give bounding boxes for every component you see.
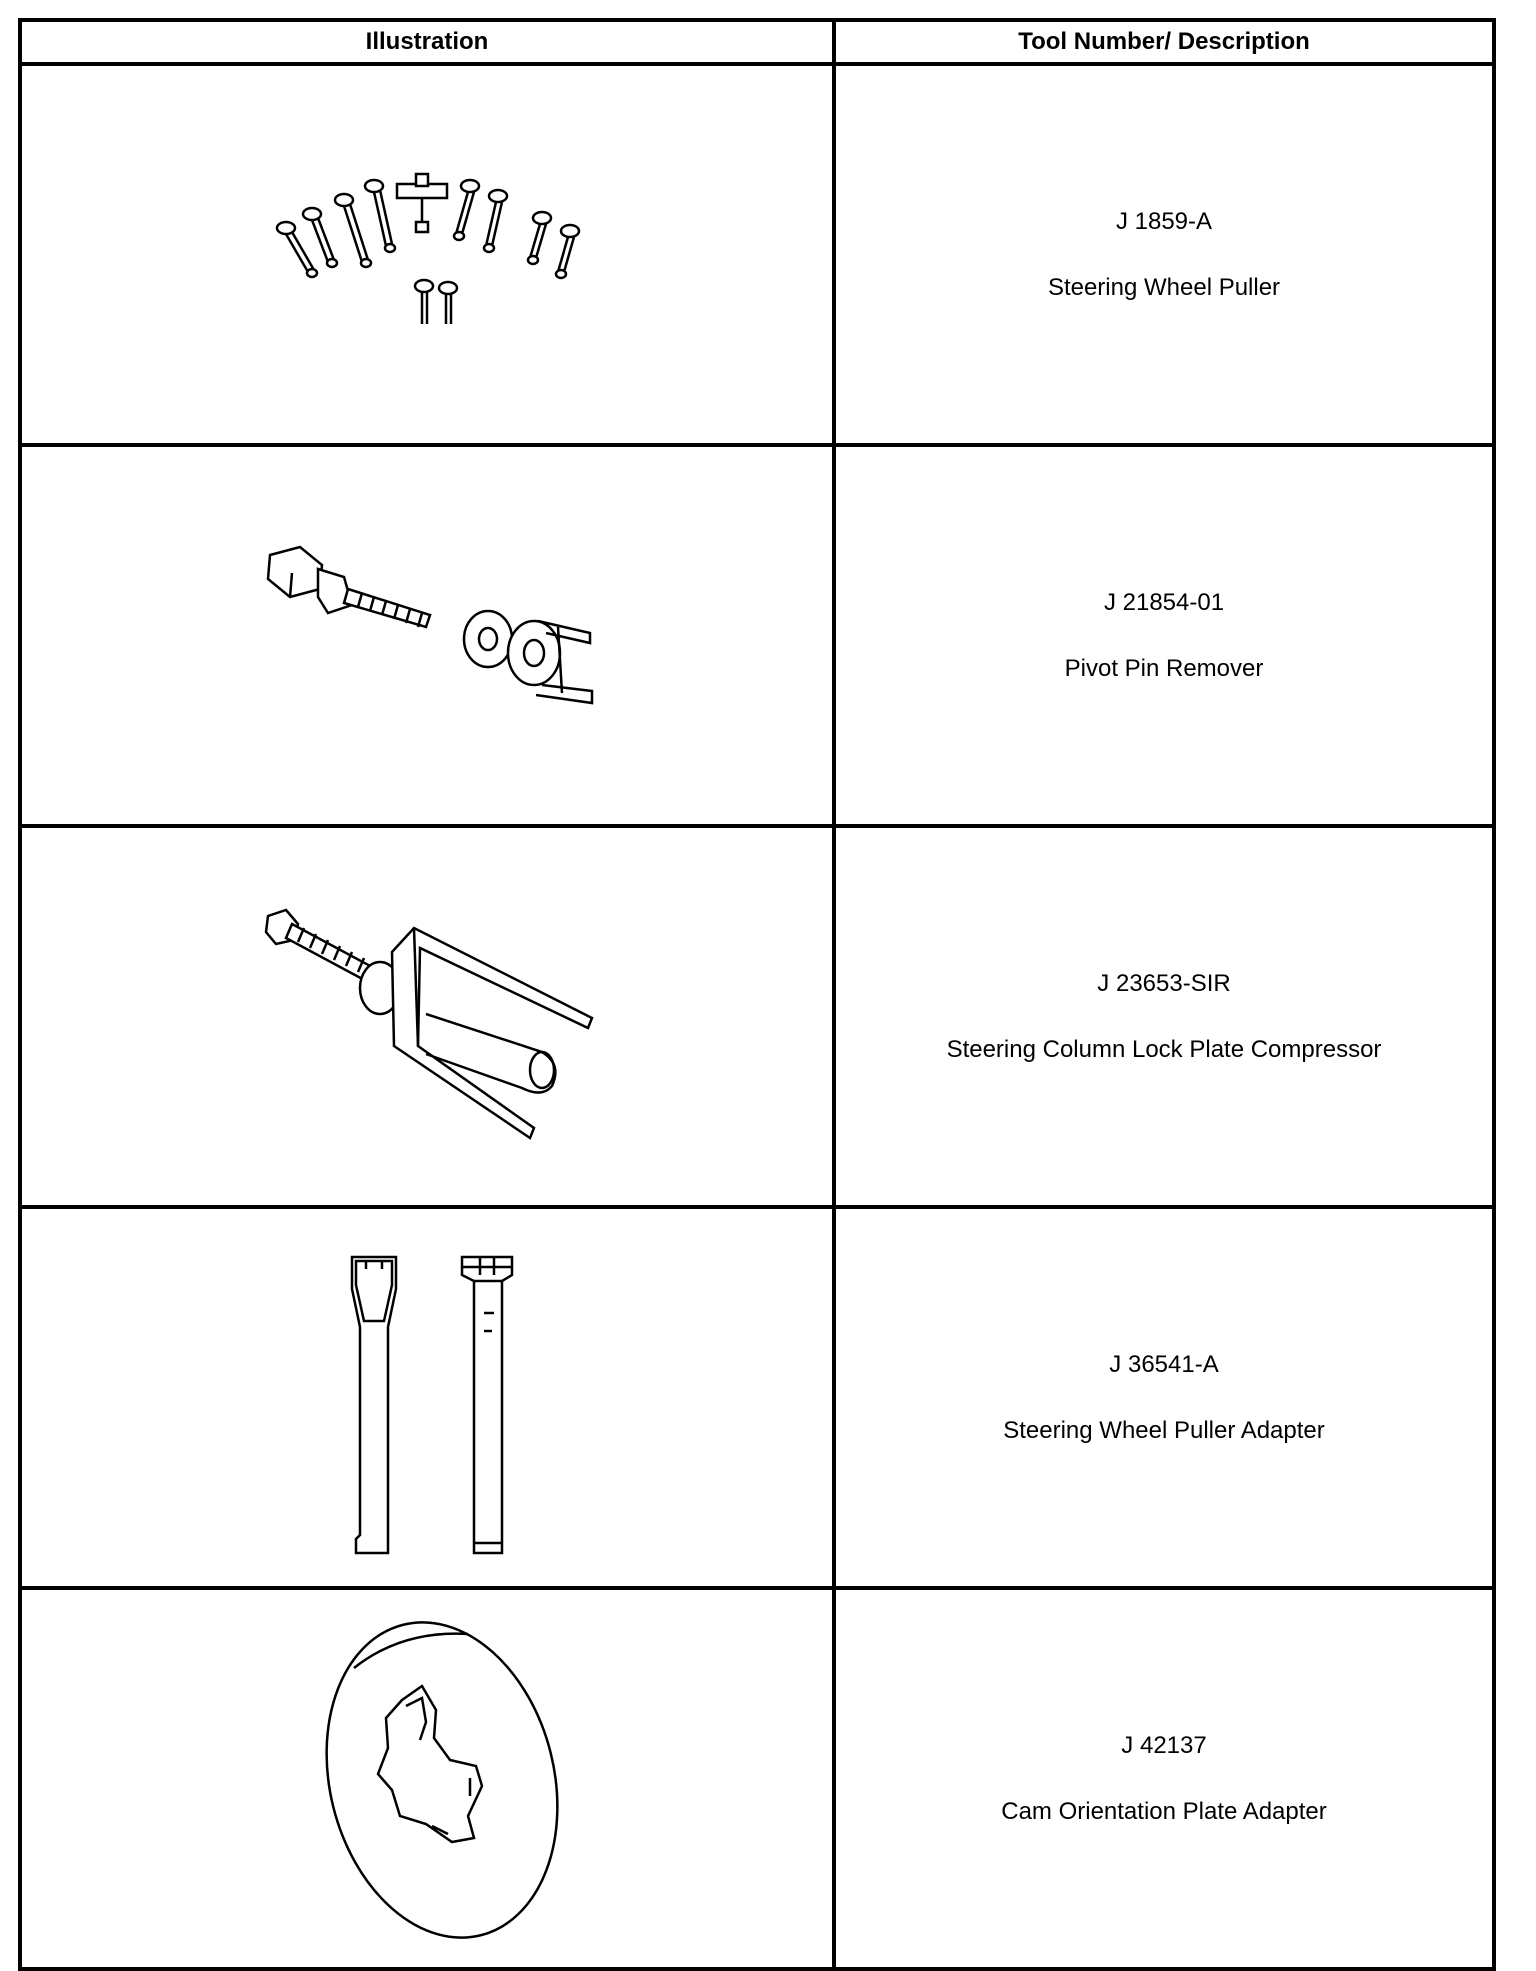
tool-number: J 36541-A xyxy=(1109,1350,1219,1378)
table-header-row xyxy=(22,22,1492,62)
tool-description: Cam Orientation Plate Adapter xyxy=(1001,1797,1327,1825)
illustration-cell xyxy=(22,447,836,824)
illustration-cell xyxy=(22,1209,836,1586)
description-column-header: Tool Number/ Description xyxy=(1018,28,1310,55)
tool-description: Steering Wheel Puller Adapter xyxy=(1003,1416,1325,1444)
table-row xyxy=(22,62,1492,443)
tool-number: J 1859-A xyxy=(1115,207,1213,235)
lock-plate-compressor-icon xyxy=(22,828,832,1209)
bolt-set-icon xyxy=(22,66,832,447)
description-cell xyxy=(836,1209,1492,1586)
tool-description: Steering Column Lock Plate Compressor xyxy=(946,1035,1382,1063)
description-cell xyxy=(836,1590,1492,1967)
table-row xyxy=(22,1586,1492,1967)
tool-number: J 42137 xyxy=(1121,1731,1207,1759)
description-cell xyxy=(836,66,1492,443)
illustration-cell xyxy=(22,66,836,443)
table-row xyxy=(22,824,1492,1205)
pin-remover-icon xyxy=(22,447,832,828)
table-row xyxy=(22,1205,1492,1586)
orientation-plate-icon xyxy=(22,1590,832,1971)
description-cell xyxy=(836,828,1492,1205)
tool-description: Steering Wheel Puller xyxy=(1047,273,1281,301)
illustration-column-header: Illustration xyxy=(22,22,836,62)
tool-number: J 23653-SIR xyxy=(1097,969,1231,997)
illustration-cell xyxy=(22,828,836,1205)
puller-adapter-icon xyxy=(22,1209,832,1590)
description-cell xyxy=(836,447,1492,824)
special-tools-table xyxy=(18,18,1496,1971)
illustration-cell xyxy=(22,1590,836,1967)
table-row xyxy=(22,443,1492,824)
tool-description: Pivot Pin Remover xyxy=(1064,654,1264,682)
tool-number: J 21854-01 xyxy=(1103,588,1225,616)
